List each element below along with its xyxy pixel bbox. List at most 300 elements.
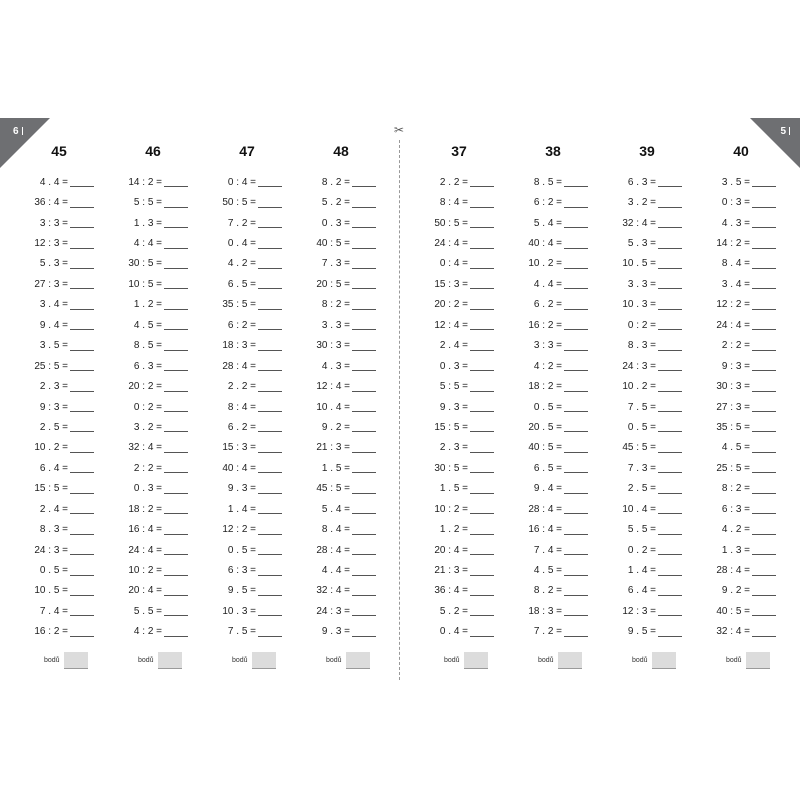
problem-text: 32 : 4 =	[316, 585, 350, 597]
answer-blank[interactable]	[352, 361, 376, 371]
answer-blank[interactable]	[258, 341, 282, 351]
answer-blank[interactable]	[70, 627, 94, 637]
answer-blank[interactable]	[658, 300, 682, 310]
answer-blank[interactable]	[164, 279, 188, 289]
answer-blank[interactable]	[258, 259, 282, 269]
answer-blank[interactable]	[564, 606, 588, 616]
problem-text: 32 : 4 =	[622, 217, 656, 229]
answer-blank[interactable]	[258, 443, 282, 453]
score-field	[138, 652, 182, 669]
problem-text: 1 . 5 =	[321, 462, 350, 474]
answer-blank[interactable]	[470, 177, 494, 187]
problem-text: 18 : 2 =	[528, 381, 562, 393]
answer-blank[interactable]	[564, 545, 588, 555]
problem-row	[118, 499, 188, 519]
problem-row	[706, 438, 776, 458]
score-box[interactable]	[558, 652, 582, 669]
problem-text: 50 : 5 =	[434, 217, 468, 229]
answer-blank[interactable]	[752, 198, 776, 208]
answer-blank[interactable]	[352, 545, 376, 555]
problem-text: 16 : 4 =	[128, 524, 162, 536]
answer-blank[interactable]	[752, 606, 776, 616]
answer-blank[interactable]	[658, 443, 682, 453]
answer-blank[interactable]	[70, 422, 94, 432]
answer-blank[interactable]	[752, 259, 776, 269]
problem-text: 32 : 4 =	[716, 626, 750, 638]
answer-blank[interactable]	[752, 300, 776, 310]
answer-blank[interactable]	[258, 218, 282, 228]
answer-blank[interactable]	[258, 504, 282, 514]
answer-blank[interactable]	[70, 484, 94, 494]
answer-blank[interactable]	[564, 504, 588, 514]
answer-blank[interactable]	[564, 525, 588, 535]
problem-text: 5 . 5 =	[627, 524, 656, 536]
problem-row	[706, 417, 776, 437]
answer-blank[interactable]	[352, 239, 376, 249]
answer-blank[interactable]	[70, 606, 94, 616]
problem-text: 28 : 4 =	[716, 565, 750, 577]
answer-blank[interactable]	[470, 545, 494, 555]
score-box[interactable]	[464, 652, 488, 669]
problem-row	[518, 295, 588, 315]
score-label: bodů	[632, 657, 648, 664]
answer-blank[interactable]	[70, 259, 94, 269]
answer-blank[interactable]	[164, 566, 188, 576]
answer-blank[interactable]	[164, 320, 188, 330]
score-box[interactable]	[64, 652, 88, 669]
answer-blank[interactable]	[564, 627, 588, 637]
score-field	[44, 652, 88, 669]
answer-blank[interactable]	[164, 463, 188, 473]
answer-blank[interactable]	[70, 545, 94, 555]
answer-blank[interactable]	[470, 259, 494, 269]
exercise-number: 48	[333, 143, 349, 159]
problem-row	[24, 560, 94, 580]
answer-blank[interactable]	[352, 566, 376, 576]
problem-row	[24, 233, 94, 253]
problem-text: 9 . 3 =	[439, 401, 468, 413]
answer-blank[interactable]	[564, 422, 588, 432]
right-page-number: 5	[780, 126, 790, 137]
answer-blank[interactable]	[352, 463, 376, 473]
problem-text: 45 : 5 =	[316, 483, 350, 495]
problem-text: 8 . 4 =	[721, 258, 750, 270]
answer-blank[interactable]	[352, 443, 376, 453]
problem-row	[612, 601, 682, 621]
problem-row	[306, 336, 376, 356]
problem-row	[306, 233, 376, 253]
problem-row	[118, 356, 188, 376]
answer-blank[interactable]	[564, 320, 588, 330]
score-field	[232, 652, 276, 669]
problem-text: 3 . 5 =	[39, 340, 68, 352]
problem-text: 10 . 2 =	[622, 381, 656, 393]
problem-text: 20 : 4 =	[434, 544, 468, 556]
answer-blank[interactable]	[658, 361, 682, 371]
answer-blank[interactable]	[258, 463, 282, 473]
answer-blank[interactable]	[470, 279, 494, 289]
problem-text: 7 . 5 =	[627, 401, 656, 413]
problem-text: 2 . 4 =	[39, 503, 68, 515]
answer-blank[interactable]	[752, 463, 776, 473]
problem-list	[24, 172, 94, 642]
answer-blank[interactable]	[164, 627, 188, 637]
score-box[interactable]	[652, 652, 676, 669]
answer-blank[interactable]	[352, 606, 376, 616]
problem-row	[212, 438, 282, 458]
answer-blank[interactable]	[70, 239, 94, 249]
answer-blank[interactable]	[164, 341, 188, 351]
exercise-column	[518, 142, 588, 642]
answer-blank[interactable]	[470, 341, 494, 351]
answer-blank[interactable]	[352, 586, 376, 596]
answer-blank[interactable]	[70, 218, 94, 228]
answer-blank[interactable]	[752, 586, 776, 596]
answer-blank[interactable]	[752, 484, 776, 494]
answer-blank[interactable]	[564, 259, 588, 269]
problem-row	[612, 254, 682, 274]
answer-blank[interactable]	[258, 402, 282, 412]
answer-blank[interactable]	[564, 443, 588, 453]
answer-blank[interactable]	[70, 361, 94, 371]
answer-blank[interactable]	[752, 545, 776, 555]
answer-blank[interactable]	[470, 239, 494, 249]
left-page-number: 6	[13, 126, 23, 137]
answer-blank[interactable]	[470, 300, 494, 310]
answer-blank[interactable]	[752, 279, 776, 289]
answer-blank[interactable]	[564, 484, 588, 494]
answer-blank[interactable]	[352, 279, 376, 289]
answer-blank[interactable]	[564, 361, 588, 371]
answer-blank[interactable]	[658, 463, 682, 473]
answer-blank[interactable]	[258, 627, 282, 637]
answer-blank[interactable]	[352, 341, 376, 351]
answer-blank[interactable]	[352, 525, 376, 535]
answer-blank[interactable]	[470, 361, 494, 371]
problem-row	[518, 581, 588, 601]
problem-text: 8 : 4 =	[439, 197, 468, 209]
problem-text: 0 : 4 =	[439, 258, 468, 270]
answer-blank[interactable]	[70, 566, 94, 576]
problem-row	[612, 622, 682, 642]
answer-blank[interactable]	[70, 320, 94, 330]
problem-text: 40 : 4 =	[222, 462, 256, 474]
answer-blank[interactable]	[564, 218, 588, 228]
answer-blank[interactable]	[352, 422, 376, 432]
answer-blank[interactable]	[164, 504, 188, 514]
problem-row	[24, 315, 94, 335]
score-box[interactable]	[746, 652, 770, 669]
answer-blank[interactable]	[752, 443, 776, 453]
answer-blank[interactable]	[658, 484, 682, 494]
answer-blank[interactable]	[70, 443, 94, 453]
answer-blank[interactable]	[70, 198, 94, 208]
answer-blank[interactable]	[658, 177, 682, 187]
answer-blank[interactable]	[164, 545, 188, 555]
answer-blank[interactable]	[164, 586, 188, 596]
problem-text: 40 : 5 =	[528, 442, 562, 454]
problem-text: 24 : 4 =	[716, 319, 750, 331]
score-label: bodů	[232, 657, 248, 664]
answer-blank[interactable]	[352, 198, 376, 208]
answer-blank[interactable]	[470, 586, 494, 596]
problem-text: 40 : 5 =	[716, 605, 750, 617]
problem-text: 7 . 2 =	[533, 626, 562, 638]
problem-text: 0 . 5 =	[533, 401, 562, 413]
answer-blank[interactable]	[164, 484, 188, 494]
answer-blank[interactable]	[164, 218, 188, 228]
problem-text: 15 : 3 =	[222, 442, 256, 454]
answer-blank[interactable]	[470, 606, 494, 616]
problem-list	[612, 172, 682, 642]
answer-blank[interactable]	[258, 320, 282, 330]
problem-row	[118, 479, 188, 499]
answer-blank[interactable]	[752, 341, 776, 351]
answer-blank[interactable]	[470, 627, 494, 637]
answer-blank[interactable]	[352, 402, 376, 412]
answer-blank[interactable]	[258, 422, 282, 432]
answer-blank[interactable]	[70, 382, 94, 392]
problem-row	[306, 295, 376, 315]
answer-blank[interactable]	[658, 566, 682, 576]
problem-text: 1 . 3 =	[721, 544, 750, 556]
answer-blank[interactable]	[258, 586, 282, 596]
answer-blank[interactable]	[564, 382, 588, 392]
scissors-icon: ✂	[394, 123, 405, 137]
problem-row	[612, 213, 682, 233]
answer-blank[interactable]	[352, 484, 376, 494]
answer-blank[interactable]	[164, 259, 188, 269]
answer-blank[interactable]	[658, 341, 682, 351]
answer-blank[interactable]	[352, 300, 376, 310]
problem-row	[424, 479, 494, 499]
problem-text: 24 : 3 =	[622, 360, 656, 372]
problem-text: 20 : 4 =	[128, 585, 162, 597]
problem-text: 35 : 5 =	[716, 421, 750, 433]
answer-blank[interactable]	[658, 198, 682, 208]
answer-blank[interactable]	[658, 525, 682, 535]
answer-blank[interactable]	[258, 198, 282, 208]
problem-text: 10 : 2 =	[434, 503, 468, 515]
problem-row	[706, 479, 776, 499]
answer-blank[interactable]	[564, 239, 588, 249]
answer-blank[interactable]	[658, 402, 682, 412]
answer-blank[interactable]	[70, 402, 94, 412]
answer-blank[interactable]	[258, 484, 282, 494]
answer-blank[interactable]	[258, 525, 282, 535]
answer-blank[interactable]	[564, 341, 588, 351]
answer-blank[interactable]	[658, 279, 682, 289]
answer-blank[interactable]	[658, 606, 682, 616]
answer-blank[interactable]	[658, 627, 682, 637]
problem-row	[424, 356, 494, 376]
answer-blank[interactable]	[470, 382, 494, 392]
answer-blank[interactable]	[70, 300, 94, 310]
answer-blank[interactable]	[564, 566, 588, 576]
problem-text: 16 : 2 =	[34, 626, 68, 638]
answer-blank[interactable]	[470, 504, 494, 514]
answer-blank[interactable]	[564, 402, 588, 412]
answer-blank[interactable]	[752, 239, 776, 249]
problem-text: 16 : 4 =	[528, 524, 562, 536]
exercise-number: 39	[639, 143, 655, 159]
score-box[interactable]	[252, 652, 276, 669]
answer-blank[interactable]	[752, 361, 776, 371]
answer-blank[interactable]	[258, 239, 282, 249]
answer-blank[interactable]	[70, 525, 94, 535]
answer-blank[interactable]	[258, 606, 282, 616]
answer-blank[interactable]	[352, 627, 376, 637]
problem-text: 7 . 5 =	[227, 626, 256, 638]
problem-text: 20 : 2 =	[128, 381, 162, 393]
answer-blank[interactable]	[258, 545, 282, 555]
answer-blank[interactable]	[658, 504, 682, 514]
problem-row	[118, 315, 188, 335]
problem-row	[706, 356, 776, 376]
problem-text: 28 : 4 =	[222, 360, 256, 372]
answer-blank[interactable]	[164, 422, 188, 432]
answer-blank[interactable]	[352, 259, 376, 269]
answer-blank[interactable]	[470, 525, 494, 535]
answer-blank[interactable]	[658, 422, 682, 432]
answer-blank[interactable]	[658, 382, 682, 392]
answer-blank[interactable]	[164, 525, 188, 535]
answer-blank[interactable]	[470, 402, 494, 412]
answer-blank[interactable]	[258, 300, 282, 310]
answer-blank[interactable]	[658, 239, 682, 249]
answer-blank[interactable]	[164, 239, 188, 249]
answer-blank[interactable]	[164, 382, 188, 392]
problem-text: 0 . 3 =	[133, 483, 162, 495]
answer-blank[interactable]	[470, 566, 494, 576]
answer-blank[interactable]	[752, 566, 776, 576]
answer-blank[interactable]	[752, 320, 776, 330]
problem-row	[706, 172, 776, 192]
answer-blank[interactable]	[752, 504, 776, 514]
answer-blank[interactable]	[352, 382, 376, 392]
answer-blank[interactable]	[164, 198, 188, 208]
problem-row	[306, 254, 376, 274]
answer-blank[interactable]	[658, 218, 682, 228]
problem-row	[518, 499, 588, 519]
problem-row	[424, 560, 494, 580]
answer-blank[interactable]	[70, 279, 94, 289]
problem-row	[518, 560, 588, 580]
problem-row	[518, 479, 588, 499]
score-box[interactable]	[158, 652, 182, 669]
answer-blank[interactable]	[470, 320, 494, 330]
answer-blank[interactable]	[352, 177, 376, 187]
problem-text: 27 : 3 =	[34, 278, 68, 290]
problem-text: 24 : 4 =	[434, 238, 468, 250]
problem-text: 28 : 4 =	[528, 503, 562, 515]
problem-text: 8 . 2 =	[533, 585, 562, 597]
problem-row	[612, 397, 682, 417]
problem-row	[706, 213, 776, 233]
answer-blank[interactable]	[164, 177, 188, 187]
problem-row	[518, 540, 588, 560]
answer-blank[interactable]	[70, 341, 94, 351]
problem-row	[518, 601, 588, 621]
problem-row	[612, 295, 682, 315]
answer-blank[interactable]	[70, 463, 94, 473]
answer-blank[interactable]	[352, 218, 376, 228]
answer-blank[interactable]	[164, 300, 188, 310]
problem-text: 6 . 3 =	[133, 360, 162, 372]
answer-blank[interactable]	[258, 566, 282, 576]
answer-blank[interactable]	[470, 218, 494, 228]
answer-blank[interactable]	[752, 382, 776, 392]
answer-blank[interactable]	[470, 422, 494, 432]
answer-blank[interactable]	[352, 504, 376, 514]
problem-row	[24, 601, 94, 621]
problem-row	[212, 254, 282, 274]
answer-blank[interactable]	[258, 361, 282, 371]
answer-blank[interactable]	[258, 177, 282, 187]
score-box[interactable]	[346, 652, 370, 669]
problem-text: 3 . 3 =	[627, 278, 656, 290]
problem-row	[118, 192, 188, 212]
answer-blank[interactable]	[70, 177, 94, 187]
answer-blank[interactable]	[164, 361, 188, 371]
answer-blank[interactable]	[258, 382, 282, 392]
answer-blank[interactable]	[658, 259, 682, 269]
answer-blank[interactable]	[70, 586, 94, 596]
answer-blank[interactable]	[658, 586, 682, 596]
answer-blank[interactable]	[70, 504, 94, 514]
problem-text: 3 . 4 =	[721, 278, 750, 290]
score-field	[326, 652, 370, 669]
problem-row	[424, 376, 494, 396]
answer-blank[interactable]	[564, 586, 588, 596]
problem-row	[118, 274, 188, 294]
problem-row	[24, 254, 94, 274]
answer-blank[interactable]	[470, 463, 494, 473]
problem-text: 32 : 4 =	[128, 442, 162, 454]
answer-blank[interactable]	[564, 177, 588, 187]
answer-blank[interactable]	[564, 300, 588, 310]
answer-blank[interactable]	[752, 525, 776, 535]
answer-blank[interactable]	[752, 422, 776, 432]
problem-text: 16 : 2 =	[528, 319, 562, 331]
answer-blank[interactable]	[470, 198, 494, 208]
answer-blank[interactable]	[752, 402, 776, 412]
problem-row	[212, 295, 282, 315]
answer-blank[interactable]	[258, 279, 282, 289]
answer-blank[interactable]	[658, 320, 682, 330]
problem-text: 0 . 4 =	[439, 626, 468, 638]
answer-blank[interactable]	[164, 606, 188, 616]
problem-text: 20 : 2 =	[434, 299, 468, 311]
answer-blank[interactable]	[470, 484, 494, 494]
answer-blank[interactable]	[564, 279, 588, 289]
problem-row	[24, 622, 94, 642]
answer-blank[interactable]	[658, 545, 682, 555]
answer-blank[interactable]	[752, 218, 776, 228]
problem-text: 9 : 3 =	[721, 360, 750, 372]
answer-blank[interactable]	[564, 198, 588, 208]
answer-blank[interactable]	[752, 627, 776, 637]
answer-blank[interactable]	[564, 463, 588, 473]
problem-row	[24, 356, 94, 376]
answer-blank[interactable]	[352, 320, 376, 330]
problem-text: 4 . 5 =	[533, 565, 562, 577]
problem-row	[212, 376, 282, 396]
answer-blank[interactable]	[164, 443, 188, 453]
answer-blank[interactable]	[164, 402, 188, 412]
answer-blank[interactable]	[470, 443, 494, 453]
answer-blank[interactable]	[752, 177, 776, 187]
